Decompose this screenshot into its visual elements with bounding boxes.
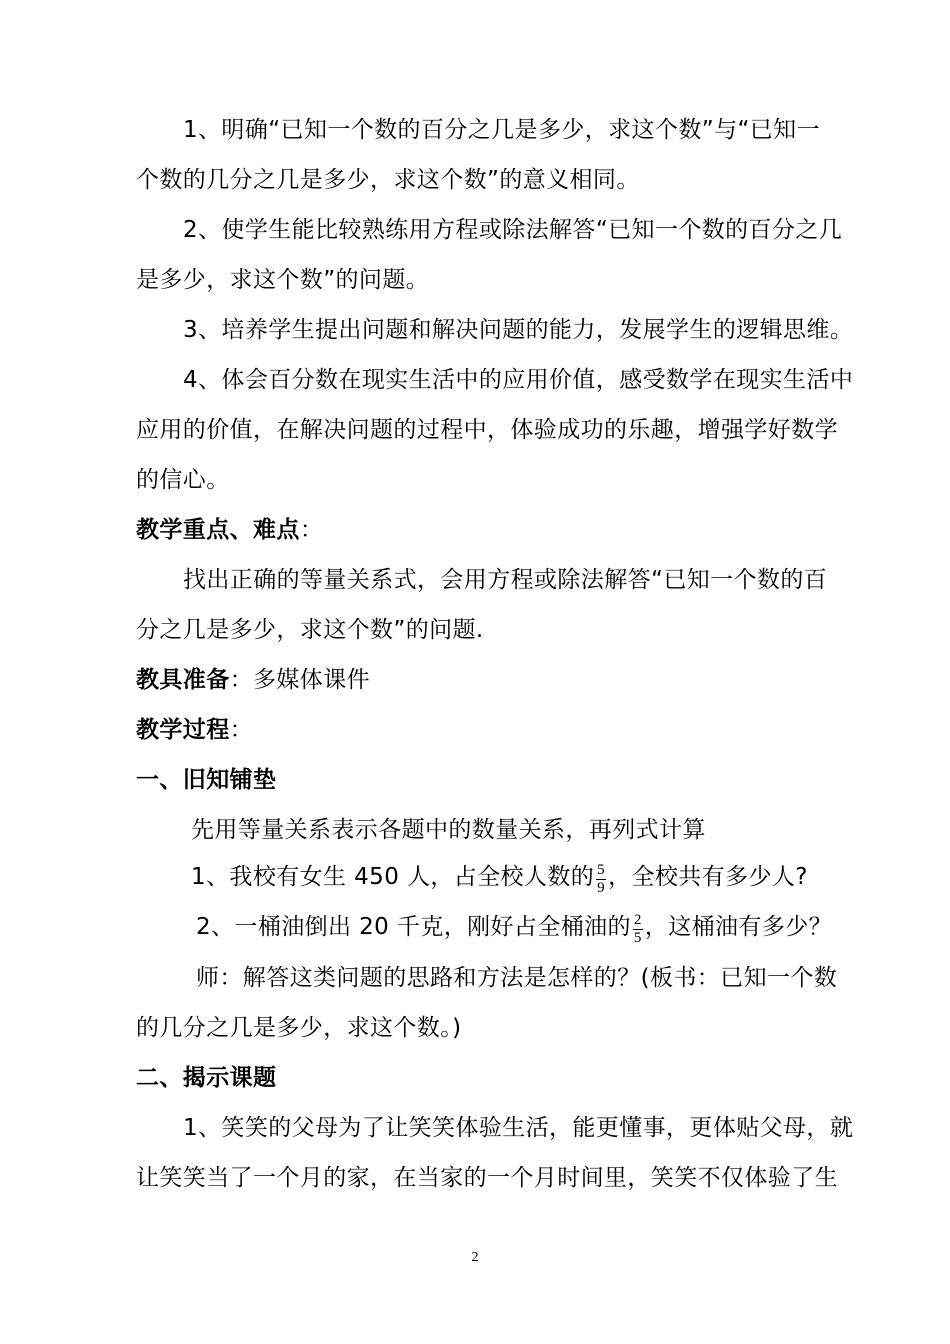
question-2-denominator: 5 [633,930,642,946]
question-1-denominator: 9 [597,880,606,896]
objective-1-line-1: 1、明确“已知一个数的百分之几是多少，求这个数”与“已知一 [183,117,820,143]
question-2 [196,910,832,945]
key-points-colon: ： [299,517,324,543]
materials-line [136,665,370,695]
objective-4-line-1: 4、体会百分数在现实生活中的应用价值，感受数学在现实生活中 [183,367,854,393]
materials-text: ：多媒体课件 [229,667,371,693]
objective-4-line-3: 的信心。 [136,467,230,493]
question-2-text-before: 2、一桶油倒出 20 千克，刚好占全桶油的 [196,914,631,940]
question-2-text-after: ，这桶油有多少？ [644,914,833,940]
objective-3-line-1: 3、培养学生提出问题和解决问题的能力，发展学生的逻辑思维。 [183,317,854,343]
objective-1-line-2: 个数的几分之几是多少，求这个数”的意义相同。 [136,167,640,193]
question-1-fraction [596,862,606,897]
key-points-line-2: 分之几是多少，求这个数”的问题. [136,617,484,643]
key-points-heading: 教学重点、难点 [136,517,300,543]
question-1-numerator: 5 [597,862,606,878]
objective-2-line-2: 是多少，求这个数”的问题。 [136,267,430,293]
key-points-line-1: 找出正确的等量关系式，会用方程或除法解答“已知一个数的百 [183,567,828,593]
question-2-numerator: 2 [633,912,642,928]
materials-heading: 教具准备 [136,667,230,693]
question-2-fraction [633,912,643,947]
section-2-paragraph-line-1: 1、笑笑的父母为了让笑笑体验生活，能更懂事，更体贴父母，就 [183,1115,854,1141]
key-points-heading-line [136,515,323,545]
objective-4-line-2: 应用的价值，在解决问题的过程中，体验成功的乐趣，增强学好数学 [136,417,838,443]
process-colon: ： [229,717,254,743]
section-1-heading: 一、旧知铺垫 [136,767,277,793]
teacher-question-line-2: 的几分之几是多少，求这个数。) [136,1015,462,1041]
objective-2-line-1: 2、使学生能比较熟练用方程或除法解答“已知一个数的百分之几 [183,217,843,243]
question-1-text-before: 1、我校有女生 450 人，占全校人数的 [191,864,595,890]
section-2-heading: 二、揭示课题 [136,1065,277,1091]
section-1-intro: 先用等量关系表示各题中的数量关系，再列式计算 [191,817,706,843]
page-number: 2 [471,1250,479,1265]
question-1-text-after: ，全校共有多少人? [608,864,808,890]
process-heading: 教学过程 [136,717,230,743]
teacher-question-line-1: 师：解答这类问题的思路和方法是怎样的？(板书：已知一个数 [196,965,838,991]
section-2-paragraph-line-2: 让笑笑当了一个月的家，在当家的一个月时间里，笑笑不仅体验了生 [136,1165,838,1191]
question-1 [191,860,808,895]
process-line [136,715,253,745]
